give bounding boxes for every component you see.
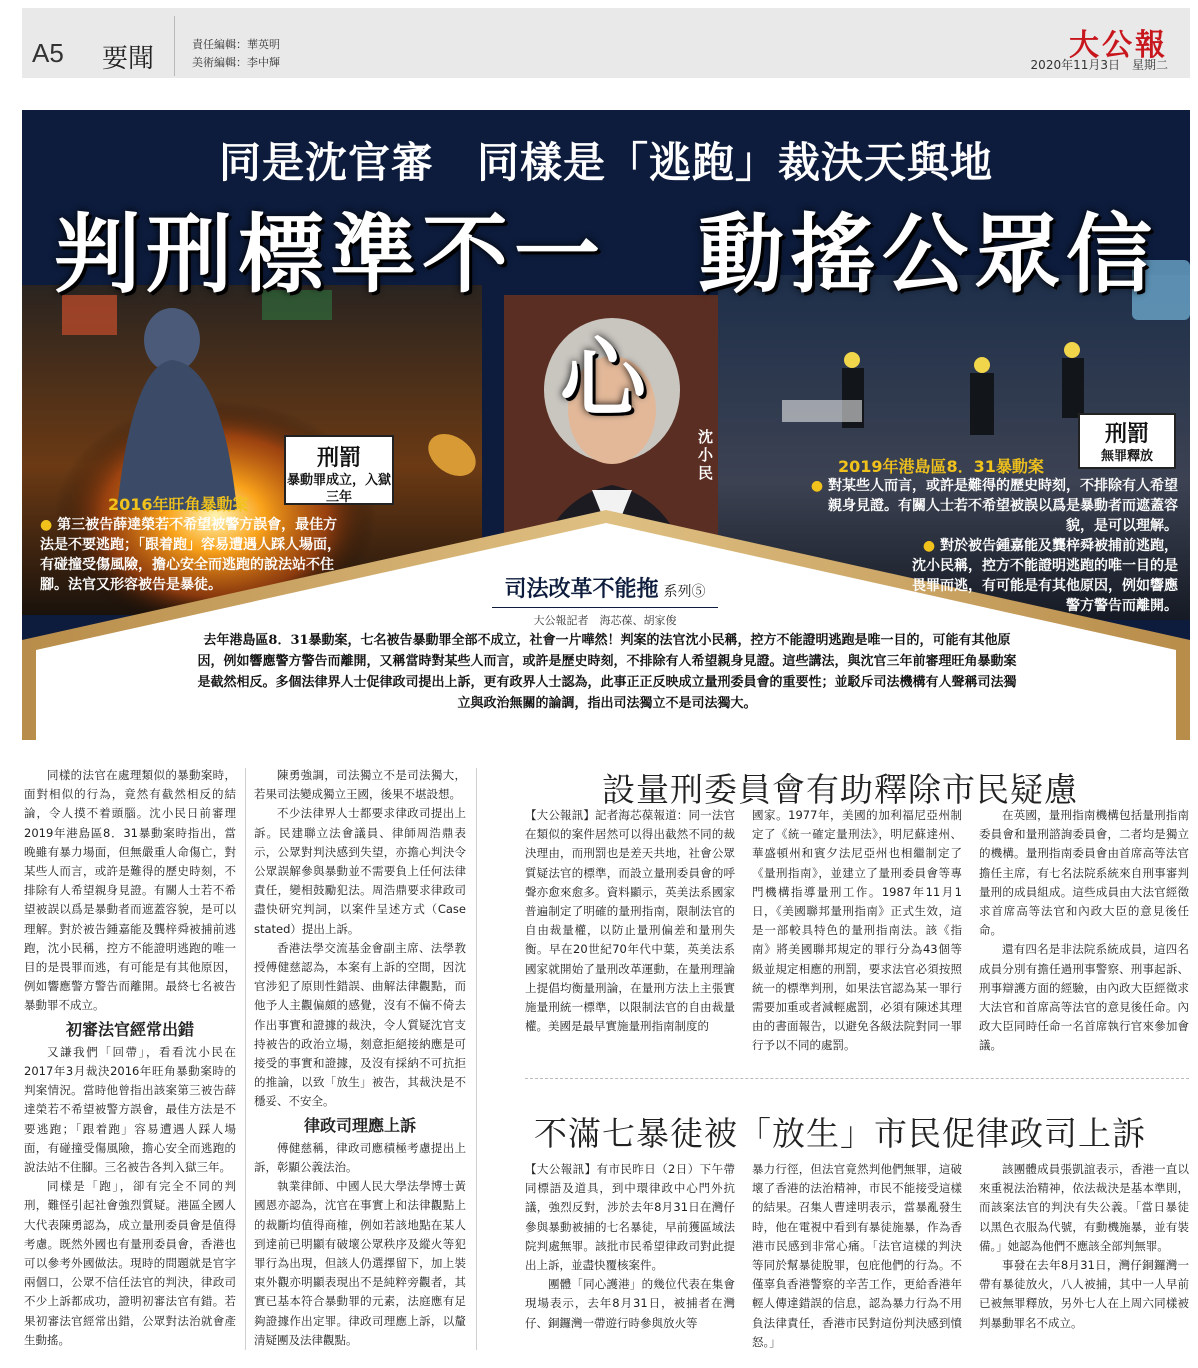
paragraph: 不少法律界人士都要求律政司提出上訴。民建聯立法會議員、律師周浩鼎表示，公眾對判決感到失望，亦擔心判決令公眾誤解參與暴動並不需要負上任何法律責任，變相鼓勵犯法。周浩鼎要求律政司盡快研究判詞，以案件呈述方式（Case stated）提出上訴。 <box>254 806 466 936</box>
paragraph: 事發在去年8月31日，灣仔銅鑼灣一帶有暴徒放火，八人被捕，其中一人早前已被無罪釋放，另外七人在上周六同樣被判暴動罪名不成立。 <box>979 1258 1189 1330</box>
right-quote-2-text: 對於被告鍾嘉能及龔梓舜被捕前逃跑，沈小民稱，控方不能證明逃跑的唯一目的是畏罪而逃，有可能是有其他原因，例如響應警方警告而離開。 <box>912 538 1178 614</box>
column-divider <box>476 768 477 1350</box>
series-number: 系列⑤ <box>663 584 706 600</box>
column-1 <box>24 766 236 1350</box>
page-header <box>22 8 1190 78</box>
left-quote-text: 第三被告薛達榮若不希望被警方誤會，最佳方法是不要逃跑；「跟着跑」容易遭遇人踩人場面，有碰撞受傷風險，擔心安全而逃跑的說法站不住腳。法官又形容被告是暴徒。 <box>40 517 341 593</box>
right-case-quote-2 <box>912 536 1178 616</box>
article-1-title: 設量刑委員會有助釋除市民疑慮 <box>602 770 1078 809</box>
subheading: 律政司理應上訴 <box>303 1115 416 1135</box>
art-editor-line: 美術編輯：李中輝 <box>192 56 280 69</box>
paragraph: 團體「同心護港」的幾位代表在集會現場表示，去年8月31日，被捕者在灣仔、銅鑼灣一帶遊行時參與放火等 <box>525 1277 735 1330</box>
article-1-col-2 <box>752 806 962 1056</box>
paragraph: 【大公報訊】記者海芯葆報道：同一法官在類似的案件居然可以得出截然不同的裁決理由，而刑罰也是差天共地，社會公眾質疑法官的標準，而設立量刑委員會的呼聲亦愈來愈多。資料顯示，英美法系國家普遍制定了明確的量刑指南，限制法官的自由裁量權，以防止量刑偏差和量刑失衡。早在20世紀70年代中葉，英美法系國家就開始了量刑改革運動，在量刑理論上提倡均衡量刑論，在量刑方法上主張實施量刑統一標準，以限制法官的自由裁量權。美國是最早實施量刑指南制度的 <box>525 808 735 1034</box>
paragraph: 又謙我們「回帶」，看看沈小民在2017年3月裁決2016年旺角暴動案時的判案情況。當時他曾指出該案第三被告薛達榮若不希望被警方誤會，最佳方法是不要逃跑；「跟着跑」容易遭遇人踩人場面，有碰撞受傷風險，擔心安全而逃跑的說法站不住腳。三名被告各判入獄三年。 <box>24 1044 236 1175</box>
article-separator <box>525 1078 1189 1079</box>
paragraph: 執業律師、中國人民大學法學博士黃國恩亦認為，沈官在事實上和法律觀點上的裁斷均值得商榷，例如若該地點在某人到達前已明顯有破壞公眾秩序及縱火等犯罪行為出現，但該人仍選擇留下，加上裝束外觀亦明顯表現出不是純粹旁觀者，其實已基本符合暴動罪的元素，法庭應有足夠證據作出定罪。律政司理應上訴，以釐清疑團及法律觀點。 <box>254 1179 466 1347</box>
right-penalty-box <box>1078 413 1176 469</box>
subheading: 初審法官經常出錯 <box>65 1019 194 1039</box>
editor-line: 責任編輯：華英明 <box>192 38 280 51</box>
paragraph: 香港法學交流基金會副主席、法學教授傅健慈認為，本案有上訴的空間，因沈官涉犯了原則性錯誤、曲解法律觀點，而他予人主觀偏頗的感覺，沒有不偏不倚去作出事實和證據的裁決，令人質疑沈官支持被告的政治立場，刻意拒絕接納應是可接受的事實和證據，及沒有採納不可抗拒的推論，以致「放生」被告，其裁決是不穩妥、不安全。 <box>254 940 466 1109</box>
paragraph: 同樣的法官在處理類似的暴動案時，面對相似的行為，竟然有截然相反的結論，令人摸不着頭腦。沈小民日前審理2019年港島區8．31暴動案時指出，當晚雖有暴力場面，但無嚴重人命傷亡，對某些人而言，或許是難得的歷史時刻，不排除有人希望親身見證。有關人士若不希望被誤以爲是暴動者而遮蓋容貌，是可以理解。對於被告鍾嘉能及龔梓舜被捕前逃跑，沈小民稱，控方不能證明逃跑的唯一目的是畏罪而逃，有可能是有其他原因，例如響應警方警告而離開。最終七名被告暴動罪不成立。 <box>24 768 236 1013</box>
paragraph: 【大公報訊】有市民昨日（2日）下午帶同標語及道具，到中環律政中心門外抗議，強烈反對，涉於去年8月31日在灣仔參與暴動被捕的七名暴徒，早前獲區域法院判處無罪。該批市民希望律政司對此提出上訴，並盡快覆核案件。 <box>525 1162 735 1273</box>
paragraph: 陳勇強調，司法獨立不是司法獨大，若果司法變成獨立王國，後果不堪設想。 <box>254 768 466 802</box>
bullet-icon: ● <box>40 517 53 533</box>
series-heading <box>492 572 718 628</box>
paragraph: 暴力行徑，但法官竟然判他們無罪，這破壞了香港的法治精神，市民不能接受這樣的結果。召集人曹達明表示，當暴亂發生時，他在電視中看到有暴徒施暴，作為香港市民感到非常心痛。「法官這樣的判決等同於幫暴徒脫罪，包庇他們的行為。不僅辜負香港警察的辛苦工作，更給香港年輕人傳達錯誤的信息，認為暴力行為不用負法律責任，香港市民對這份判決感到憤怒。」 <box>752 1162 962 1349</box>
right-quote-1-text: 對某些人而言，或許是難得的歷史時刻，不排除有人希望親身見證。有關人士若不希望被誤以爲是暴動者而遮蓋容貌，是可以理解。 <box>828 478 1178 534</box>
column-2 <box>254 766 466 1350</box>
page-number: A5 <box>32 38 64 68</box>
judge-name-label: 沈小民 <box>698 428 714 482</box>
right-penalty-title: 刑罰 <box>1104 422 1149 447</box>
paragraph: 同樣是「跑」，卻有完全不同的判刑，難怪引起社會強烈質疑。港區全國人大代表陳勇認為，成立量刑委員會是值得考慮。既然外國也有量刑委員會，香港也可以參考外國做法。現時的問題就是官字兩個口，公眾不信任法官的判決，律政司不少上訴都成功，證明初審法官有錯。若果初審法官經常出錯，公眾對法治就會產生動搖。 <box>24 1179 236 1347</box>
article-2-col-1 <box>525 1160 735 1333</box>
article-1-col-3 <box>979 806 1189 1056</box>
article-2-col-3 <box>979 1160 1189 1333</box>
issue-date: 2020年11月3日 星期二 <box>1030 58 1168 72</box>
article-2-col-2 <box>752 1160 962 1352</box>
column-divider <box>245 768 246 1350</box>
article-1-col-1 <box>525 806 735 1036</box>
series-title: 司法改革不能拖 <box>504 577 659 602</box>
series-rule <box>492 607 718 608</box>
article-2-title: 不滿七暴徒被「放生」市民促律政司上訴 <box>534 1114 1146 1153</box>
editor-credits <box>192 36 280 72</box>
right-event-label: 2019年港島區8．31暴動案 <box>838 457 1044 476</box>
left-penalty-box <box>284 435 394 505</box>
left-case-quote <box>40 515 350 595</box>
left-penalty-text: 暴動罪成立，入獄三年 <box>286 473 391 505</box>
feature-banner <box>22 110 1190 740</box>
right-case-quote-1 <box>808 476 1178 536</box>
right-penalty-text: 無罪釋放 <box>1100 449 1153 464</box>
main-headline: 判刑標準不一 動搖公眾信心 <box>54 205 1158 429</box>
header-divider <box>174 16 175 76</box>
bullet-icon: ● <box>810 478 824 494</box>
paragraph: 還有四名是非法院系統成員，這四名成員分別有擔任過刑事警察、刑事起訴、刑事辯護方面的經驗，由內政大臣經徵求大法官和首席高等法官的意見後任命。內政大臣同時任命一名首席執行官來參加會議。 <box>979 942 1189 1053</box>
left-penalty-title: 刑罰 <box>316 446 361 471</box>
byline: 大公報記者 海芯葆、胡家俊 <box>533 614 677 627</box>
sub-headline: 同是沈官審 同樣是「逃跑」裁決天與地 <box>218 138 993 187</box>
paragraph: 該團體成員張凱誼表示，香港一直以來重視法治精神，依法裁決是基本準則，而該案法官的判決有失公義。「當日暴徒以黑色衣服為代號，有動機施暴，並有裝備。」她認為他們不應該全部判無罪。 <box>979 1162 1189 1253</box>
newspaper-logo: 大公報 <box>1069 28 1168 63</box>
paragraph: 傅健慈稱，律政司應積極考慮提出上訴，彰顯公義法治。 <box>254 1140 466 1175</box>
left-event-label: 2016年旺角暴動案 <box>108 495 249 514</box>
bullet-icon: ● <box>922 538 936 554</box>
paragraph: 在英國，量刑指南機構包括量刑指南委員會和量刑諮詢委員會，二者均是獨立的機構。量刑指南委員會由首席高等法官擔任主席，有七名法院系統來自刑事審判量刑的成員組成。這些成員由大法官經徵求首席高等法官和內政大臣的意見後任命。 <box>979 808 1189 938</box>
section-name: 要聞 <box>102 44 155 74</box>
paragraph: 國家。1977年，美國的加利福尼亞州制定了《統一確定量刑法》，明尼蘇達州、華盛頓州和賓夕法尼亞州也相繼制定了《量刑指南》，並建立了量刑委員會等專門機構指導量刑工作。1987年11月1日，《美國聯邦量刑指南》正式生效，這是一部較具特色的量刑指南法。該《指南》將美國聯邦規定的罪行分為43個等級並規定相應的刑罰，要求法官必須按照統一的標準判刑，如果法官認為某一罪行需要加重或者減輕處罰，必須有陳述其理由的書面報告，以避免各級法院對同一罪行予以不同的處罰。 <box>752 808 962 1053</box>
lead-paragraph: 去年港島區8．31暴動案，七名被告暴動罪全部不成立，社會一片嘩然！判案的法官沈小民稱，控方不能證明逃跑是唯一目的，可能有其他原因，例如響應警方警告而離開，又稱當時對某些人而言，或許是歷史時刻，不排除有人希望親身見證。這些講法，與沈官三年前審理旺角暴動案是截然相反。多個法律界人士促律政司提出上訴，更有政界人士認為，此事正正反映成立量刑委員會的重要性；並駁斥司法機構有人聲稱司法獨立與政治無關的論調，指出司法獨立不是司法獨大。 <box>197 633 1017 711</box>
